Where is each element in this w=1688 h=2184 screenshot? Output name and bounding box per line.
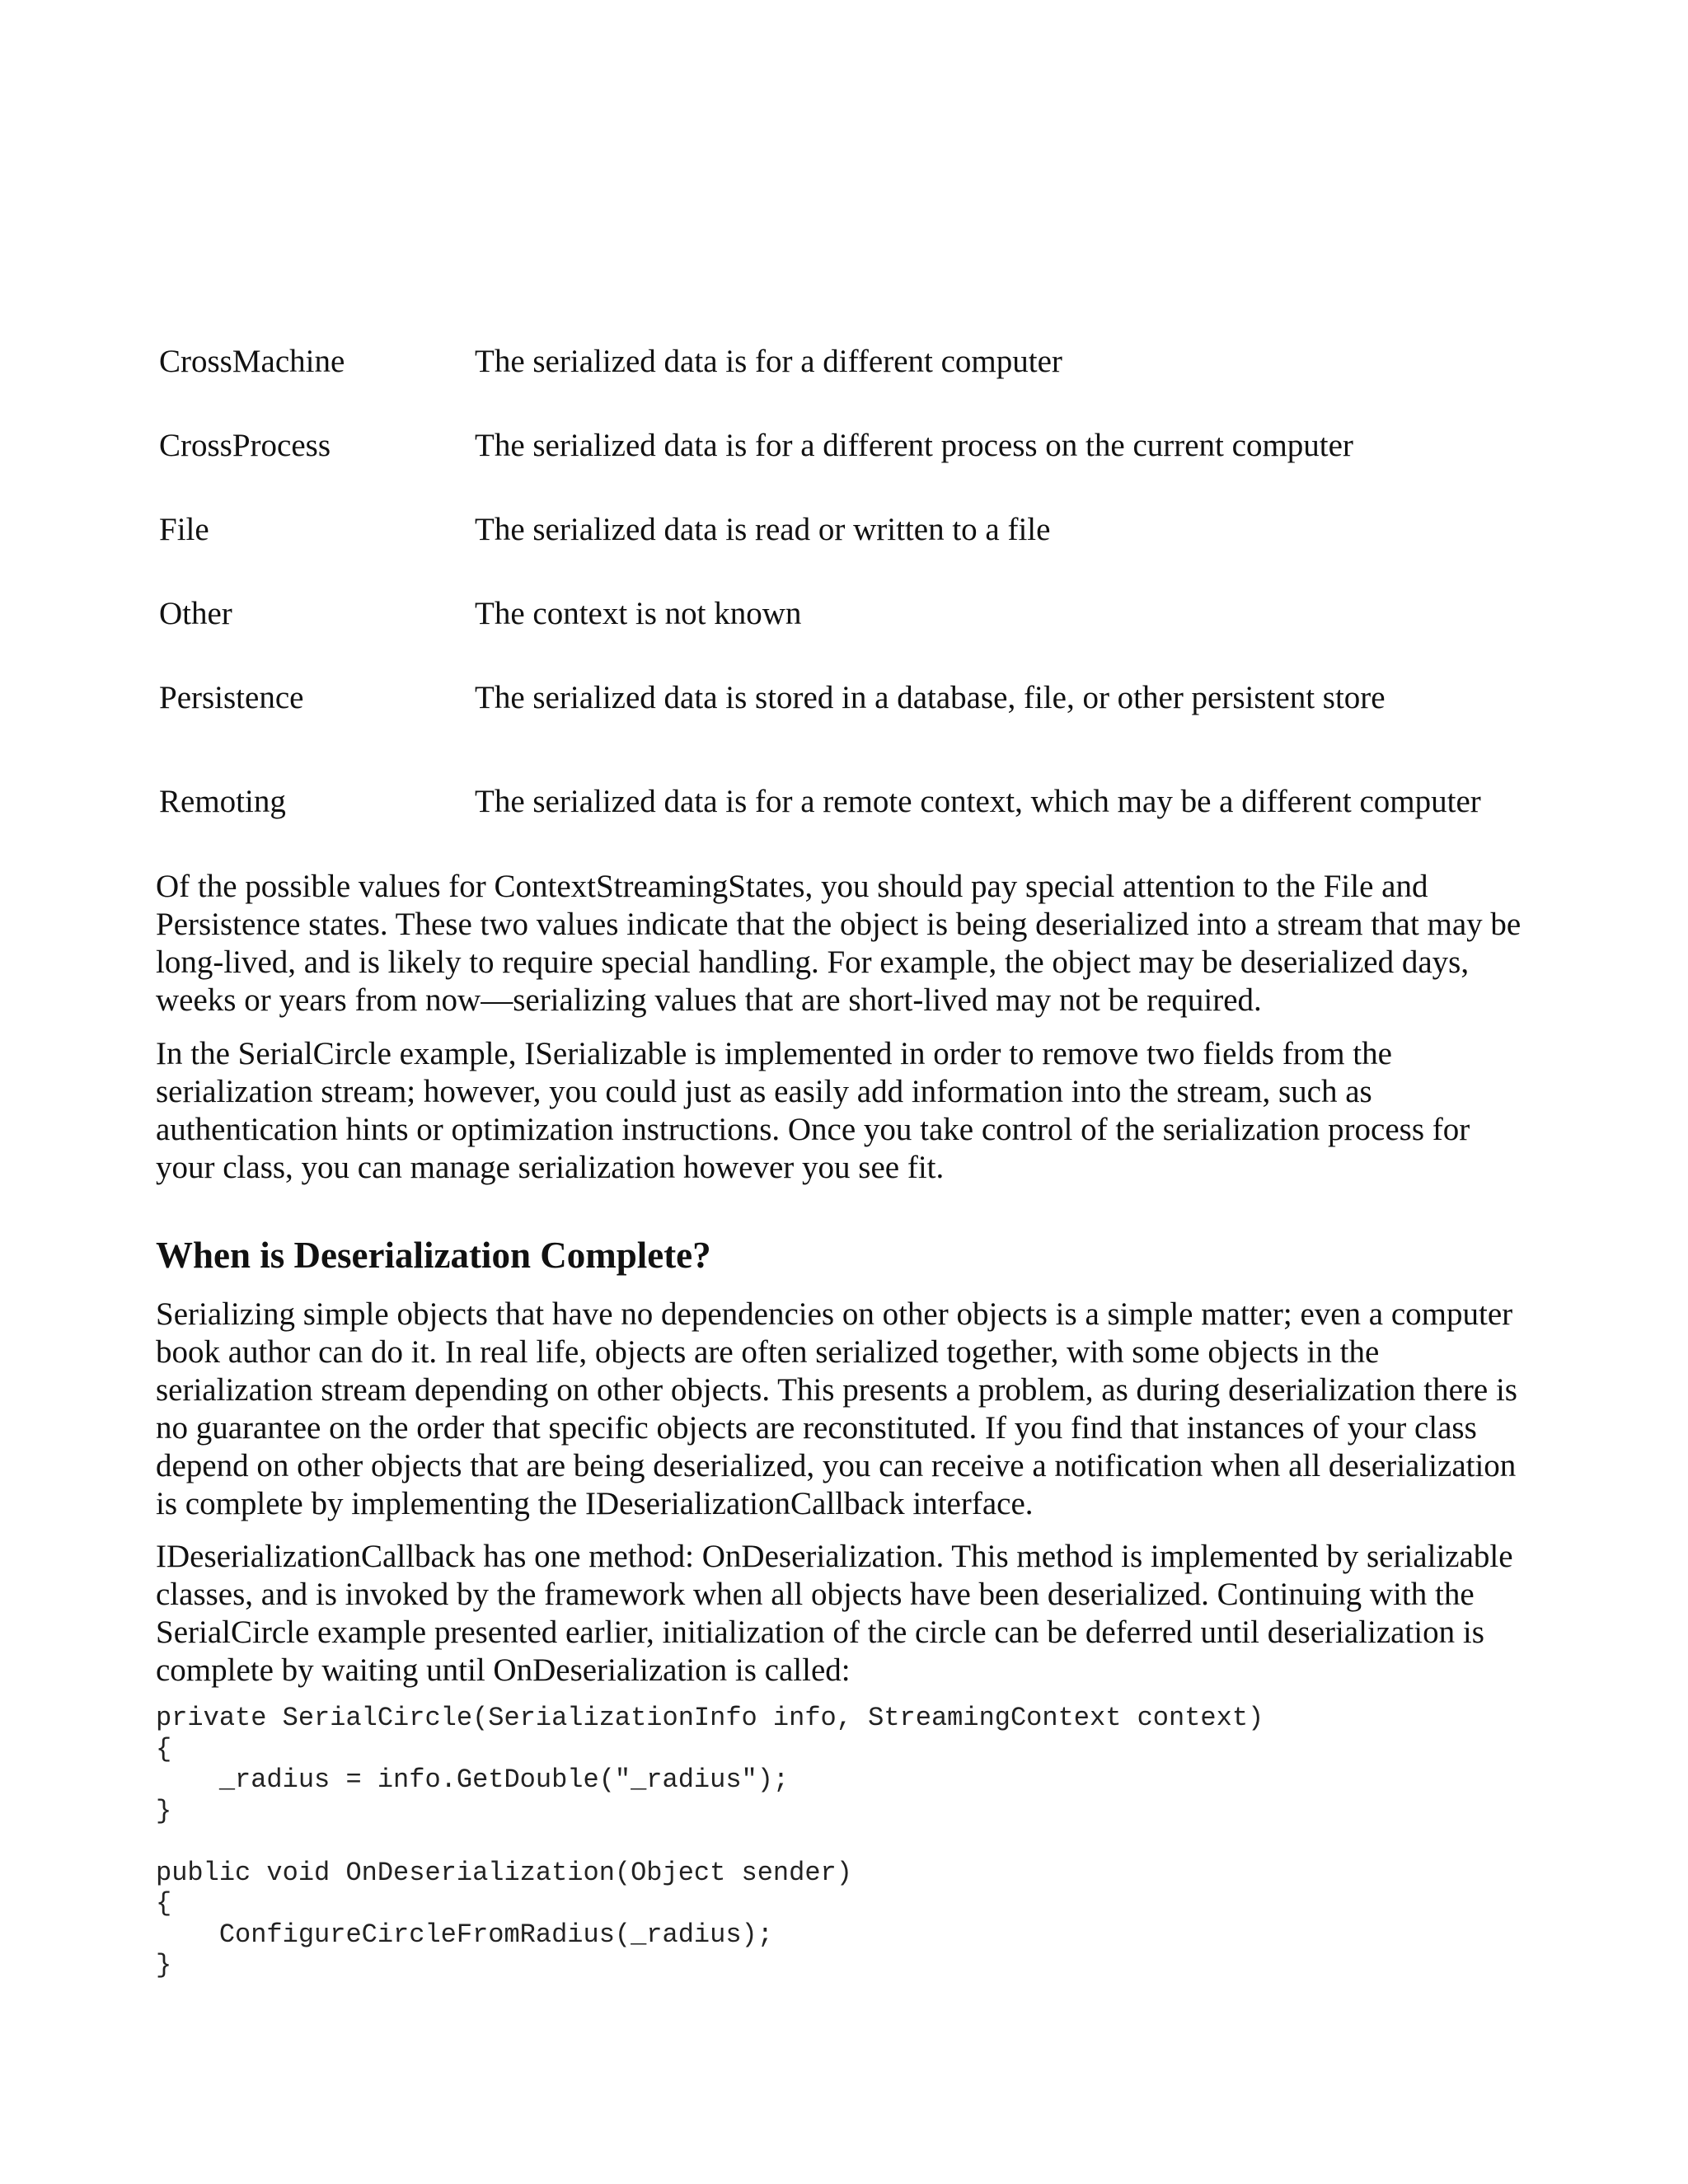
state-name: CrossMachine	[159, 344, 345, 379]
table-row	[159, 656, 1527, 740]
state-description: The serialized data is for a different computer	[475, 344, 1062, 379]
table-row	[159, 320, 1527, 404]
paragraph-iserializable: In the SerialCircle example, ISerializable is implemented in order to remove two fields from the serialization stream; however, you could just as easily add information into the stream, such as authentication hints or optimization instructions. Once you take control of the serialization process for your class, you can manage serialization however you see fit.	[156, 1036, 1470, 1185]
state-name: Remoting	[159, 784, 286, 819]
state-name: Persistence	[159, 680, 304, 715]
table-row	[159, 572, 1527, 656]
table-row	[159, 404, 1527, 488]
section-heading: When is Deserialization Complete?	[156, 1235, 711, 1276]
state-name: Other	[159, 596, 232, 631]
table-row	[159, 740, 1527, 864]
state-description: The serialized data is for a remote context, which may be a different computer	[475, 784, 1481, 819]
streaming-states-table	[159, 320, 1527, 864]
state-description: The serialized data is stored in a database, file, or other persistent store	[475, 680, 1386, 715]
state-description: The context is not known	[475, 596, 802, 631]
paragraph-callback: IDeserializationCallback has one method: OnDeserialization. This method is implemented by serializable classes, and is invoked by the framework when all objects have been deserialized. Continuing with the SerialCircle example presented earlier, initialization of the circle can be deferred until deserialization is complete by waiting until OnDeserialization is called:	[156, 1539, 1513, 1688]
paragraph-context-states: Of the possible values for ContextStreamingStates, you should pay special attention to the File and Persistence states. These two values indicate that the object is being deserialized into a stream that may be long-lived, and is likely to require special handling. For example, the object may be deserialized days, weeks or years from now—serializing values that are short-lived may not be required.	[156, 869, 1522, 1018]
table-row	[159, 488, 1527, 572]
state-name: CrossProcess	[159, 428, 331, 463]
state-description: The serialized data is for a different process on the current computer	[475, 428, 1353, 463]
code-sample: private SerialCircle(SerializationInfo info, StreamingContext context) { _radius = info.GetDouble("_radius"); } public void OnDeserialization(Object sender) { ConfigureCircleFromRadius(_radius); }	[156, 1703, 1264, 1980]
paragraph-dependencies: Serializing simple objects that have no dependencies on other objects is a simple matter; even a computer book author can do it. In real life, objects are often serialized together, with some objects in the serialization stream depending on other objects. This presents a problem, as during deserialization there is no guarantee on the order that specific objects are reconstituted. If you find that instances of your class depend on other objects that are being deserialized, you can receive a notification when all deserialization is complete by implementing the IDeserializationCallback interface.	[156, 1296, 1517, 1521]
state-name: File	[159, 512, 209, 547]
state-description: The serialized data is read or written to a file	[475, 512, 1051, 547]
